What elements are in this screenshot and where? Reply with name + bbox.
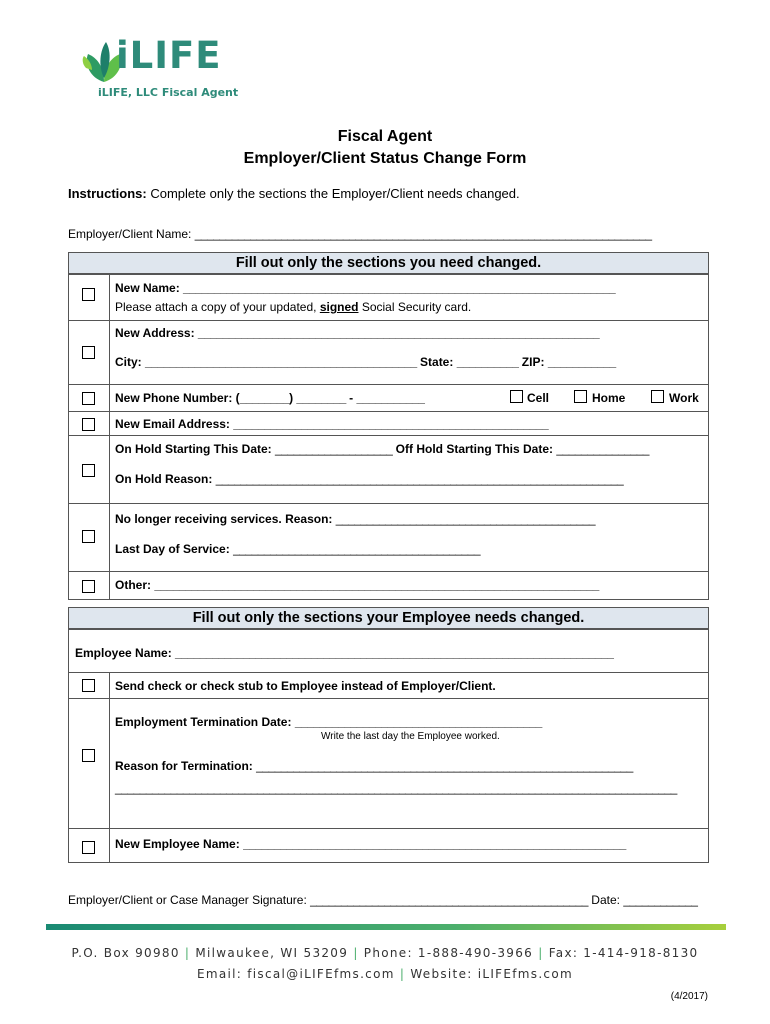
row-new-email [69,411,708,435]
last-day-field[interactable]: ________________________________________ [233,542,481,556]
on-hold-date-field[interactable]: ___________________ [275,442,393,456]
signature-line [68,893,697,907]
work-option: Work [669,391,699,405]
city-label: City: [115,355,142,369]
row-new-name [69,275,708,320]
section1-table [68,274,709,600]
cell-option: Cell [527,391,550,405]
on-hold-line [115,442,649,456]
termination-checkbox[interactable] [82,749,95,762]
new-name-label: New Name: [115,281,180,295]
section2-table [68,629,709,863]
termination-reason-field[interactable]: _____________________________________________________________ [256,759,633,773]
row-send-check [69,672,708,698]
client-name-label: Employer/Client Name: [68,227,192,241]
form-title-line2: Employer/Client Status Change Form [243,150,527,167]
row-new-employee [69,828,708,863]
footer-phone: Phone: 1-888-490-3966 [363,946,534,960]
employee-name-field[interactable]: _______________________________________________________________________ [175,646,614,660]
note-bold: signed [319,300,359,314]
zip-label: ZIP: [521,355,545,369]
revision-date: (4/2017) [670,991,708,1002]
note-post: Social Security card. [361,300,472,314]
new-name-note [115,300,471,314]
new-employee-field[interactable]: ______________________________________________________________ [243,837,626,851]
termination-date-label: Employment Termination Date: [115,715,292,729]
other-label: Other: [115,578,151,592]
city-line [115,355,616,369]
work-checkbox[interactable] [651,390,664,403]
phone-label: New Phone Number: ( [115,391,240,405]
ilife-logo [70,28,239,108]
no-longer-line [115,512,595,526]
termination-date-line [115,715,542,729]
footer-contact: Email: fiscal@iLIFEfms.com | Website: iLIFEfms.com [197,967,573,981]
on-hold-label: On Hold Starting This Date: [115,442,272,456]
client-name-field[interactable]: __________________________________________________________________________ [194,227,652,241]
termination-reason-field-2[interactable]: ___________________________________________________________________________________________ [115,781,677,795]
no-longer-reason-field[interactable]: __________________________________________ [335,512,596,526]
phone-prefix-field[interactable]: ________ [296,391,346,405]
signature-date-field[interactable]: ____________ [623,893,698,907]
footer-fax: Fax: 1-414-918-8130 [548,946,699,960]
employee-name-line [75,646,613,660]
new-name-line [115,281,615,295]
new-address-line [115,326,599,340]
no-longer-label: No longer receiving services. Reason: [115,512,333,526]
off-hold-date-field[interactable]: _______________ [556,442,649,456]
row-employee-name [69,630,708,672]
instructions [68,186,520,201]
state-field[interactable]: __________ [456,355,519,369]
date-label: Date: [591,893,620,907]
new-name-field[interactable]: ______________________________________________________________________ [183,281,616,295]
note-pre: Please attach a copy of your updated, [115,300,317,314]
row-on-hold [69,435,708,503]
logo-name: iLIFE [116,34,222,77]
email-label: New Email Address: [115,417,230,431]
send-check-checkbox[interactable] [82,679,95,692]
other-line [115,578,599,592]
row-new-address [69,320,708,384]
on-hold-reason-line [115,472,623,486]
no-longer-checkbox[interactable] [82,530,95,543]
form-title-line1: Fiscal Agent [337,128,433,145]
signature-field[interactable]: _____________________________________________ [310,893,588,907]
footer-email: Email: fiscal@iLIFEfms.com [197,967,395,981]
new-phone-checkbox[interactable] [82,392,95,405]
city-field[interactable]: ____________________________________________ [145,355,417,369]
state-label: State: [420,355,454,369]
row-other [69,571,708,600]
termination-reason-label: Reason for Termination: [115,759,253,773]
footer-po-box: P.O. Box 90980 [71,946,180,960]
row-no-longer [69,503,708,571]
row-new-phone [69,384,708,411]
new-employee-line [115,837,626,851]
phone-area-field[interactable]: ________ [239,391,290,405]
new-name-checkbox[interactable] [82,288,95,301]
section2-header: Fill out only the sections your Employee needs changed. [68,607,709,629]
signature-label: Employer/Client or Case Manager Signature: [68,893,307,907]
logo-subtitle: iLIFE, LLC Fiscal Agent [98,86,239,99]
email-field[interactable]: ___________________________________________________ [233,417,549,431]
client-name-line [68,227,652,241]
on-hold-reason-field[interactable]: __________________________________________________________________ [215,472,624,486]
last-day-label: Last Day of Service: [115,542,230,556]
other-field[interactable]: ________________________________________________________________________ [154,578,599,592]
new-address-label: New Address: [115,326,195,340]
new-email-checkbox[interactable] [82,418,95,431]
last-day-line [115,542,480,556]
footer-city: Milwaukee, WI 53209 [195,946,349,960]
send-check-label: Send check or check stub to Employee instead of Employer/Client. [115,679,496,693]
termination-note: Write the last day the Employee worked. [321,731,500,742]
instructions-text: Complete only the sections the Employer/Client needs changed. [150,186,520,201]
termination-reason-line [115,759,633,773]
row-termination [69,698,708,828]
phone-line-field[interactable]: ___________ [356,391,425,405]
new-address-field[interactable]: _________________________________________________________________ [197,326,600,340]
on-hold-checkbox[interactable] [82,464,95,477]
cell-checkbox[interactable] [510,390,523,403]
email-line [115,417,548,431]
employee-name-label: Employee Name: [75,646,172,660]
section1-header: Fill out only the sections you need changed. [68,252,709,274]
new-employee-label: New Employee Name: [115,837,240,851]
termination-date-field[interactable]: ________________________________________ [294,715,542,729]
home-checkbox[interactable] [574,390,587,403]
instructions-label: Instructions: [68,186,147,201]
footer-website: Website: iLIFEfms.com [410,967,573,981]
footer-address: P.O. Box 90980 | Milwaukee, WI 53209 | Phone: 1-888-490-3966 | Fax: 1-414-918-8130 [71,946,699,960]
zip-field[interactable]: ___________ [547,355,616,369]
home-option: Home [592,391,626,405]
other-checkbox[interactable] [82,580,95,593]
phone-line: New Phone Number: (________) ________ - ___________ [115,391,425,405]
new-address-checkbox[interactable] [82,346,95,359]
footer-bar [46,924,726,930]
off-hold-label: Off Hold Starting This Date: [395,442,554,456]
new-employee-checkbox[interactable] [82,841,95,854]
on-hold-reason-label: On Hold Reason: [115,472,213,486]
